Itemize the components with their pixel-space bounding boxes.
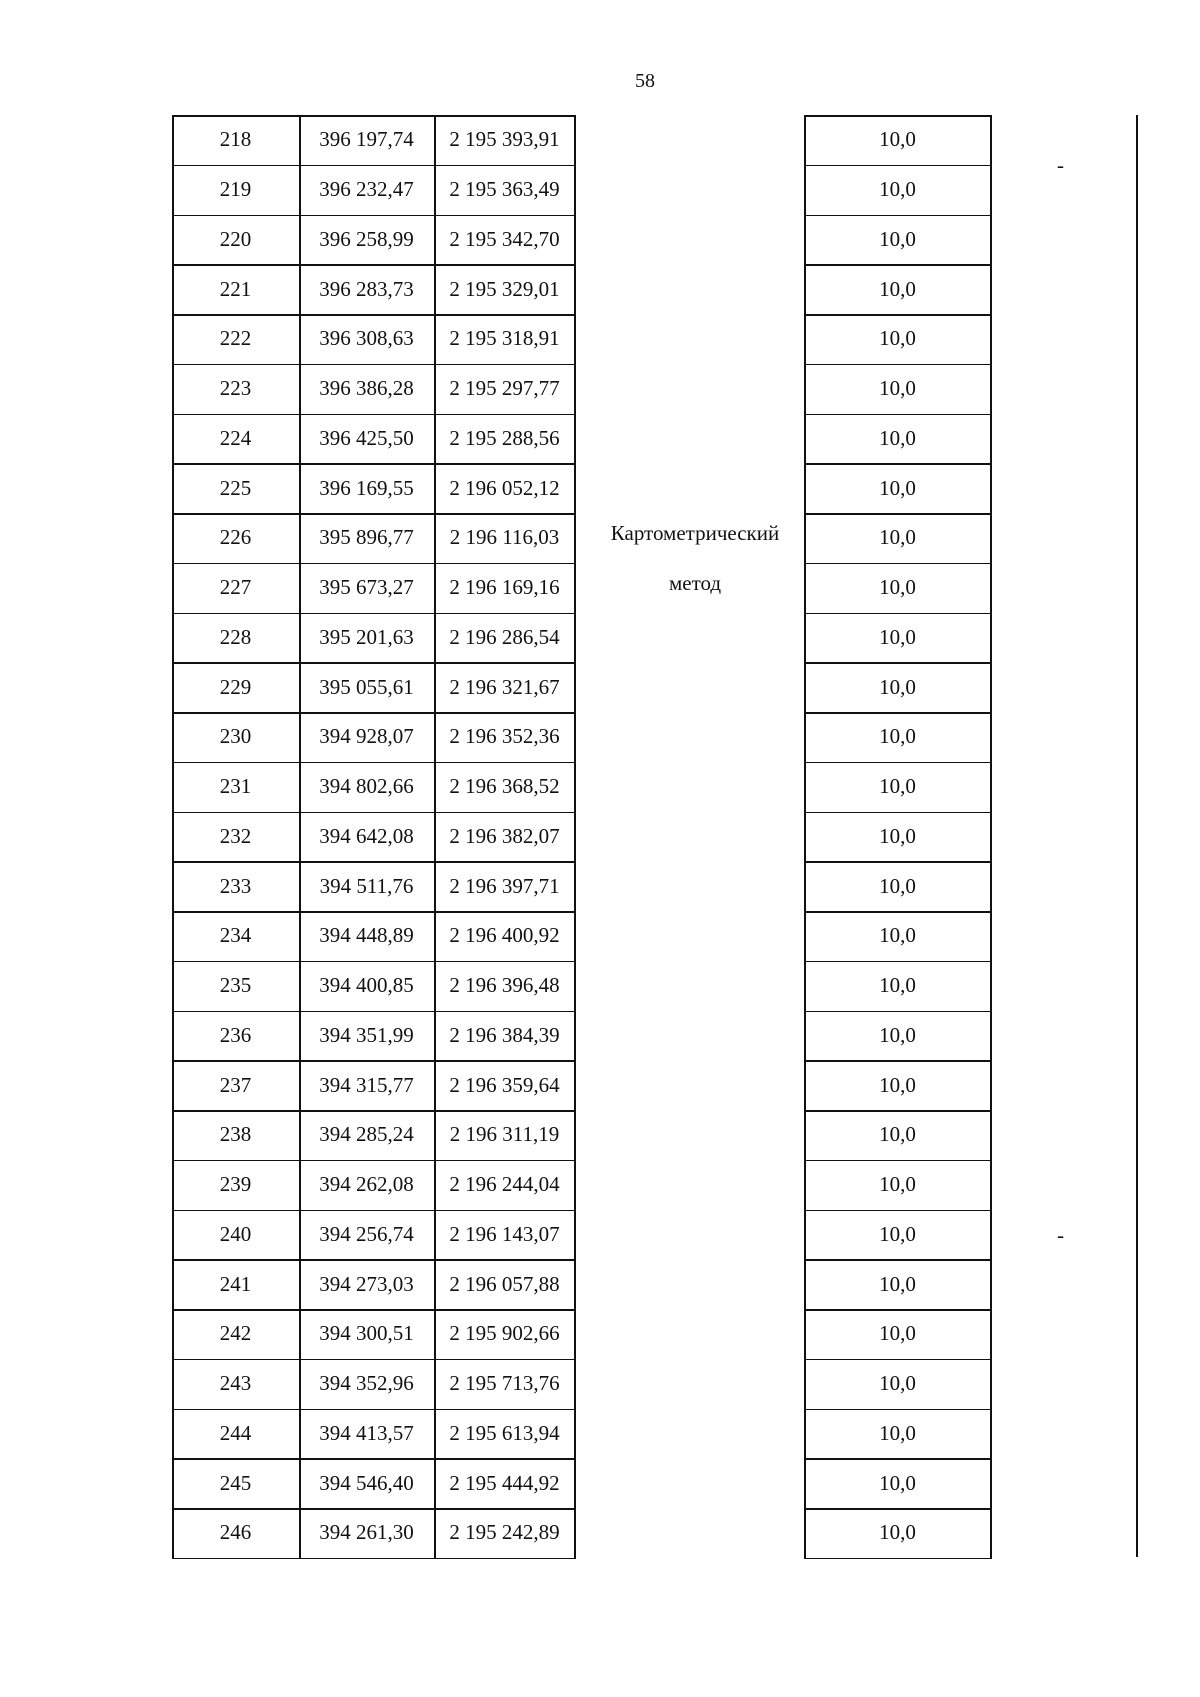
table-horizontal-rule [172,1458,576,1460]
table-vertical-rule [434,115,436,1559]
table-horizontal-rule [804,861,992,863]
x-coordinate-cell: 394 802,66 [319,774,414,799]
dash-mark-top: - [1057,153,1064,177]
accuracy-cell: 10,0 [879,1470,916,1495]
table-horizontal-rule [172,1160,576,1162]
y-coordinate-cell: 2 196 321,67 [449,674,560,699]
x-coordinate-cell: 396 169,55 [319,475,414,500]
table-horizontal-rule [804,1558,992,1560]
table-horizontal-rule [172,762,576,764]
y-coordinate-cell: 2 195 902,66 [449,1321,560,1346]
y-coordinate-cell: 2 196 368,52 [449,774,560,799]
y-coordinate-cell: 2 195 329,01 [449,276,560,301]
accuracy-cell: 10,0 [879,1420,916,1445]
accuracy-cell: 10,0 [879,575,916,600]
table-horizontal-rule [172,1011,576,1013]
point-number-cell: 223 [219,376,252,401]
accuracy-cell: 10,0 [879,1321,916,1346]
accuracy-cell: 10,0 [879,1172,916,1197]
accuracy-cell: 10,0 [879,276,916,301]
y-coordinate-cell: 2 196 143,07 [449,1221,560,1246]
table-horizontal-rule [804,115,992,117]
accuracy-cell: 10,0 [879,873,916,898]
point-number-cell: 242 [219,1321,252,1346]
point-number-cell: 236 [219,1022,252,1047]
accuracy-cell: 10,0 [879,823,916,848]
y-coordinate-cell: 2 196 384,39 [449,1022,560,1047]
x-coordinate-cell: 394 928,07 [319,724,414,749]
x-coordinate-cell: 394 642,08 [319,823,414,848]
table-horizontal-rule [804,1409,992,1411]
table-horizontal-rule [804,712,992,714]
table-horizontal-rule [804,414,992,416]
y-coordinate-cell: 2 195 444,92 [449,1470,560,1495]
point-number-cell: 222 [219,326,252,351]
y-coordinate-cell: 2 195 713,76 [449,1371,560,1396]
y-coordinate-cell: 2 196 169,16 [449,575,560,600]
table-horizontal-rule [172,911,576,913]
y-coordinate-cell: 2 195 613,94 [449,1420,560,1445]
table-horizontal-rule [804,1011,992,1013]
accuracy-cell: 10,0 [879,1371,916,1396]
point-number-cell: 221 [219,276,252,301]
x-coordinate-cell: 396 425,50 [319,425,414,450]
table-horizontal-rule [804,812,992,814]
accuracy-cell: 10,0 [879,1022,916,1047]
x-coordinate-cell: 394 273,03 [319,1271,414,1296]
table-horizontal-rule [804,961,992,963]
table-horizontal-rule [172,364,576,366]
y-coordinate-cell: 2 196 116,03 [449,525,560,550]
table-horizontal-rule [172,314,576,316]
y-coordinate-cell: 2 196 359,64 [449,1072,560,1097]
accuracy-cell: 10,0 [879,127,916,152]
method-label-line-1: Картометрический [610,521,780,545]
table-horizontal-rule [804,215,992,217]
point-number-cell: 234 [219,923,252,948]
table-horizontal-rule [804,1458,992,1460]
y-coordinate-cell: 2 196 382,07 [449,823,560,848]
accuracy-cell: 10,0 [879,624,916,649]
x-coordinate-cell: 394 300,51 [319,1321,414,1346]
x-coordinate-cell: 396 386,28 [319,376,414,401]
table-horizontal-rule [804,165,992,167]
y-coordinate-cell: 2 195 363,49 [449,177,560,202]
point-number-cell: 244 [219,1420,252,1445]
accuracy-cell: 10,0 [879,425,916,450]
point-number-cell: 245 [219,1470,252,1495]
table-horizontal-rule [172,463,576,465]
accuracy-cell: 10,0 [879,1221,916,1246]
table-horizontal-rule [172,861,576,863]
table-horizontal-rule [804,1309,992,1311]
table-horizontal-rule [172,563,576,565]
table-horizontal-rule [172,215,576,217]
accuracy-cell: 10,0 [879,475,916,500]
point-number-cell: 231 [219,774,252,799]
accuracy-cell: 10,0 [879,923,916,948]
table-horizontal-rule [172,712,576,714]
point-number-cell: 232 [219,823,252,848]
table-horizontal-rule [172,165,576,167]
accuracy-cell: 10,0 [879,674,916,699]
table-horizontal-rule [172,1558,576,1560]
table-horizontal-rule [804,1259,992,1261]
point-number-cell: 225 [219,475,252,500]
x-coordinate-cell: 394 448,89 [319,923,414,948]
y-coordinate-cell: 2 196 396,48 [449,973,560,998]
table-horizontal-rule [172,961,576,963]
point-number-cell: 246 [219,1520,252,1545]
y-coordinate-cell: 2 196 052,12 [449,475,560,500]
table-horizontal-rule [172,1060,576,1062]
x-coordinate-cell: 394 413,57 [319,1420,414,1445]
x-coordinate-cell: 396 232,47 [319,177,414,202]
x-coordinate-cell: 395 673,27 [319,575,414,600]
x-coordinate-cell: 394 261,30 [319,1520,414,1545]
table-horizontal-rule [804,1210,992,1212]
x-coordinate-cell: 396 258,99 [319,226,414,251]
x-coordinate-cell: 395 055,61 [319,674,414,699]
x-coordinate-cell: 396 283,73 [319,276,414,301]
table-horizontal-rule [804,762,992,764]
accuracy-cell: 10,0 [879,724,916,749]
point-number-cell: 229 [219,674,252,699]
y-coordinate-cell: 2 195 318,91 [449,326,560,351]
accuracy-cell: 10,0 [879,525,916,550]
point-number-cell: 227 [219,575,252,600]
table-horizontal-rule [804,463,992,465]
table-horizontal-rule [172,613,576,615]
table-horizontal-rule [172,115,576,117]
x-coordinate-cell: 396 308,63 [319,326,414,351]
y-coordinate-cell: 2 195 288,56 [449,425,560,450]
table-horizontal-rule [804,563,992,565]
accuracy-cell: 10,0 [879,1122,916,1147]
table-horizontal-rule [172,1359,576,1361]
page-number: 58 [635,70,655,92]
table-horizontal-rule [172,1508,576,1510]
x-coordinate-cell: 394 262,08 [319,1172,414,1197]
table-horizontal-rule [804,1060,992,1062]
point-number-cell: 230 [219,724,252,749]
table-horizontal-rule [804,513,992,515]
accuracy-cell: 10,0 [879,326,916,351]
x-coordinate-cell: 394 285,24 [319,1122,414,1147]
x-coordinate-cell: 394 315,77 [319,1072,414,1097]
table-horizontal-rule [172,513,576,515]
table-horizontal-rule [804,613,992,615]
point-number-cell: 220 [219,226,252,251]
table-vertical-rule [299,115,301,1559]
table-vertical-rule [574,115,576,1559]
y-coordinate-cell: 2 195 242,89 [449,1520,560,1545]
y-coordinate-cell: 2 195 393,91 [449,127,560,152]
point-number-cell: 238 [219,1122,252,1147]
point-number-cell: 226 [219,525,252,550]
table-horizontal-rule [804,1160,992,1162]
point-number-cell: 219 [219,177,252,202]
point-number-cell: 239 [219,1172,252,1197]
accuracy-cell: 10,0 [879,226,916,251]
point-number-cell: 224 [219,425,252,450]
table-horizontal-rule [172,1210,576,1212]
x-coordinate-cell: 394 511,76 [319,873,414,898]
point-number-cell: 218 [219,127,252,152]
point-number-cell: 237 [219,1072,252,1097]
y-coordinate-cell: 2 195 342,70 [449,226,560,251]
table-horizontal-rule [804,1508,992,1510]
accuracy-cell: 10,0 [879,177,916,202]
accuracy-cell: 10,0 [879,376,916,401]
table-horizontal-rule [172,414,576,416]
point-number-cell: 235 [219,973,252,998]
table-horizontal-rule [172,812,576,814]
x-coordinate-cell: 394 352,96 [319,1371,414,1396]
method-label-line-2: метод [668,571,722,595]
x-coordinate-cell: 394 351,99 [319,1022,414,1047]
accuracy-cell: 10,0 [879,973,916,998]
x-coordinate-cell: 394 256,74 [319,1221,414,1246]
y-coordinate-cell: 2 196 352,36 [449,724,560,749]
table-horizontal-rule [804,662,992,664]
table-horizontal-rule [804,364,992,366]
y-coordinate-cell: 2 196 397,71 [449,873,560,898]
dash-mark-bottom: - [1057,1223,1064,1247]
y-coordinate-cell: 2 196 286,54 [449,624,560,649]
table-vertical-rule [990,115,992,1559]
x-coordinate-cell: 394 400,85 [319,973,414,998]
table-horizontal-rule [804,264,992,266]
y-coordinate-cell: 2 195 297,77 [449,376,560,401]
table-vertical-rule [172,115,174,1559]
table-horizontal-rule [172,662,576,664]
table-horizontal-rule [804,1110,992,1112]
y-coordinate-cell: 2 196 244,04 [449,1172,560,1197]
table-horizontal-rule [172,264,576,266]
y-coordinate-cell: 2 196 311,19 [449,1122,560,1147]
table-horizontal-rule [172,1309,576,1311]
table-horizontal-rule [804,911,992,913]
point-number-cell: 241 [219,1271,252,1296]
table-horizontal-rule [804,314,992,316]
table-vertical-rule [804,115,806,1559]
x-coordinate-cell: 395 201,63 [319,624,414,649]
y-coordinate-cell: 2 196 057,88 [449,1271,560,1296]
table-horizontal-rule [172,1110,576,1112]
table-horizontal-rule [804,1359,992,1361]
x-coordinate-cell: 394 546,40 [319,1470,414,1495]
accuracy-cell: 10,0 [879,1072,916,1097]
accuracy-cell: 10,0 [879,1271,916,1296]
point-number-cell: 228 [219,624,252,649]
table-horizontal-rule [172,1259,576,1261]
right-margin-line [1136,115,1138,1557]
table-horizontal-rule [172,1409,576,1411]
x-coordinate-cell: 395 896,77 [319,525,414,550]
accuracy-cell: 10,0 [879,774,916,799]
point-number-cell: 243 [219,1371,252,1396]
point-number-cell: 233 [219,873,252,898]
point-number-cell: 240 [219,1221,252,1246]
x-coordinate-cell: 396 197,74 [319,127,414,152]
y-coordinate-cell: 2 196 400,92 [449,923,560,948]
accuracy-cell: 10,0 [879,1520,916,1545]
